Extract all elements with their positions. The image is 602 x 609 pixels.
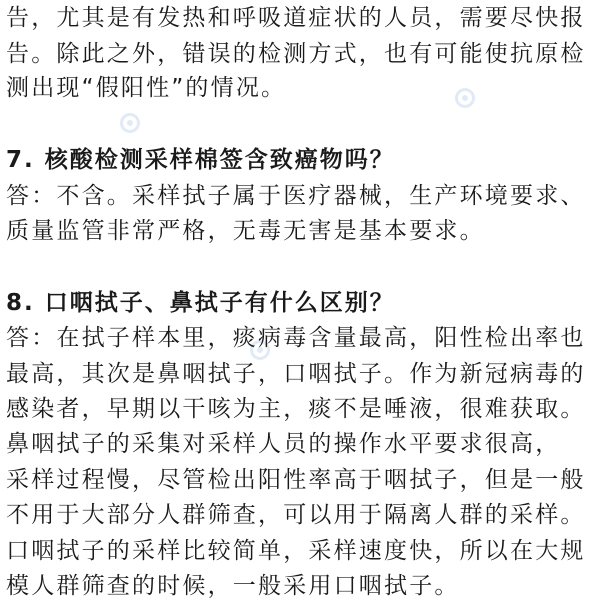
answer-7-line: 答：不含。采样拭子属于医疗器械，生产环境要求、: [6, 183, 586, 209]
paragraph-line: 告，尤其是有发热和呼吸道症状的人员，需要尽快报: [6, 5, 586, 31]
question-8-title: 8. 口咽拭子、鼻拭子有什么区别？: [6, 290, 395, 316]
answer-8-line: 不用于大部分人群筛查，可以用于隔离人群的采样。: [6, 502, 586, 528]
watermark-icon: [452, 85, 477, 110]
answer-8-line: 鼻咽拭子的采集对采样人员的操作水平要求很高，: [6, 431, 561, 457]
question-7-title: 7. 核酸检测采样棉签含致癌物吗？: [6, 147, 395, 173]
answer-8-line: 答：在拭子样本里，痰病毒含量最高，阳性检出率也: [6, 325, 586, 351]
answer-8-line: 最高，其次是鼻咽拭子，口咽拭子。作为新冠病毒的: [6, 361, 586, 387]
answer-8-line: 模人群筛查的时候，一般采用口咽拭子。: [6, 573, 460, 599]
watermark-icon: [117, 110, 142, 135]
answer-8-line: 口咽拭子的采样比较简单，采样速度快，所以在大规: [6, 538, 586, 564]
watermark-logo: [452, 85, 477, 110]
answer-7-line: 质量监管非常严格，无毒无害是基本要求。: [6, 218, 485, 244]
watermark-logo: [117, 110, 142, 135]
answer-8-line: 感染者，早期以干咳为主，痰不是唾液，很难获取。: [6, 396, 586, 422]
paragraph-line: 测出现“假阳性”的情况。: [6, 75, 287, 101]
paragraph-line: 告。除此之外，错误的检测方式，也有可能使抗原检: [6, 41, 586, 67]
answer-8-line: 采样过程慢，尽管检出阳性率高于咽拭子，但是一般: [6, 467, 586, 493]
